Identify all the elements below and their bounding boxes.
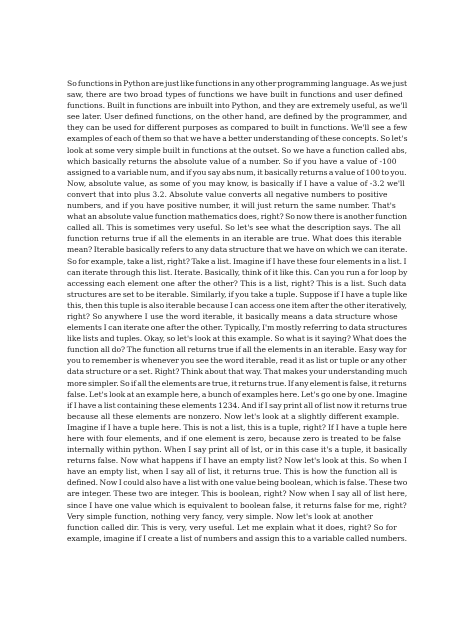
text-line: they can be used for different purposes as compared to built in functions. We'll see a few [67, 123, 408, 133]
text-line: like lists and tuples. Okay, so let's look at this example. So what is it saying? What does the [67, 334, 407, 344]
text-line: saw, there are two broad types of functions we have built in functions and user defined [67, 90, 403, 100]
text-line: mean? Iterable basically refers to any data structure that we have on which we can iterate. [67, 245, 408, 255]
text-line: elements I can iterate one after the other. Typically, I'm mostly referring to data structures [67, 323, 408, 333]
text-line: what an absolute value function mathematics does, right? So now there is another function [67, 212, 408, 222]
text-line: Now, absolute value, as some of you may know, is basically if I have a value of -3.2 we'll [67, 178, 405, 188]
text-line: because all these elements are nonzero. Now let's look at a slightly different example. [67, 411, 400, 421]
text-line: more simpler. So if all the elements are true, it returns true. If any element is false, it returns [67, 378, 407, 388]
body-paragraph [67, 78, 407, 544]
text-line: false. Let's look at an example here, a bunch of examples here. Let's go one by one. Imagine [67, 389, 408, 399]
text-line: data structure or a set. Right? Think about that way. That makes your understanding much [67, 367, 408, 377]
text-line: examples of each of them so that we have a better understanding of these concepts. So let's [67, 134, 408, 144]
text-line: can iterate through this list. Iterate. Basically, think of it like this. Can you run a for loop by [67, 267, 408, 277]
text-line: here with four elements, and if one element is zero, because zero is treated to be false [67, 434, 401, 443]
text-line: function called dir. This is very, very useful. Let me explain what it does, right? So for [67, 522, 397, 532]
text-line: functions. Built in functions are inbuilt into Python, and they are extremely useful, as we'll [67, 101, 408, 111]
text-line: since I have one value which is equivalent to boolean false, it returns false for me, right? [67, 500, 407, 510]
text-line: have an empty list, when I say all of list, it returns true. This is how the function all is [67, 467, 398, 477]
text-line: Very simple function, nothing very fancy, very simple. Now let's look at another [67, 511, 374, 521]
text-line: if I have a list containing these elements 1234. And if I say print all of list now it returns true [67, 400, 407, 410]
text-line: look at some very simple built in functions at the outset. So we have a function called abs, [67, 145, 407, 155]
text-line: structures are set to be iterable. Similarly, if you take a tuple. Suppose if I have a tuple like [67, 289, 408, 299]
text-line: numbers, and if you have positive number, it will just return the same number. That's [67, 201, 396, 211]
text-line: are integer. These two are integer. This is boolean, right? Now when I say all of list here, [67, 489, 408, 499]
text-line: internally within python. When I say print all of lst, or in this case it's a tuple, it basically [67, 445, 408, 455]
text-line: called all. This is sometimes very useful. So let's see what the description says. The all [67, 223, 401, 233]
text-line: right? So anywhere I use the word iterable, it basically means a data structure whose [67, 311, 398, 321]
text-line: which basically returns the absolute value of a number. So if you have a value of -100 [67, 156, 397, 166]
text-line: this, then this tuple is also iterable because I can access one item after the other iteratively, [67, 300, 407, 310]
text-line: function all do? The function all returns true if all the elements in an iterable. Easy way for [67, 345, 407, 355]
text-line: assigned to a variable num, and if you say abs num, it basically returns a value of 100 to you. [67, 167, 407, 177]
text-line: convert that into plus 3.2. Absolute value converts all negative numbers to positive [67, 189, 388, 199]
text-line: example, imagine if I create a list of numbers and assign this to a variable called numbers. [67, 533, 408, 543]
text-line: Imagine if I have a tuple here. This is not a list, this is a tuple, right? If I have a tuple here [67, 422, 407, 432]
text-line: you to remember is whenever you see the word iterable, read it as list or tuple or any other [67, 356, 407, 366]
text-line: see later. User defined functions, on the other hand, are defined by the programmer, and [67, 112, 408, 122]
text-line: function returns true if all the elements in an iterable are true. What does this iterable [67, 234, 402, 244]
text-line: returns false. Now what happens if I have an empty list? Now let's look at this. So when I [67, 456, 407, 466]
text-line: accessing each element one after the other? This is a list, right? This is a list. Such data [67, 278, 407, 288]
text-line: So for example, take a list, right? Take a list. Imagine if I have these four elements in a list. I [67, 256, 407, 266]
text-line: defined. Now I could also have a list with one value being boolean, which is false. These two [67, 478, 408, 488]
text-line: So functions in Python are just like functions in any other programming language. As we just [67, 79, 408, 88]
